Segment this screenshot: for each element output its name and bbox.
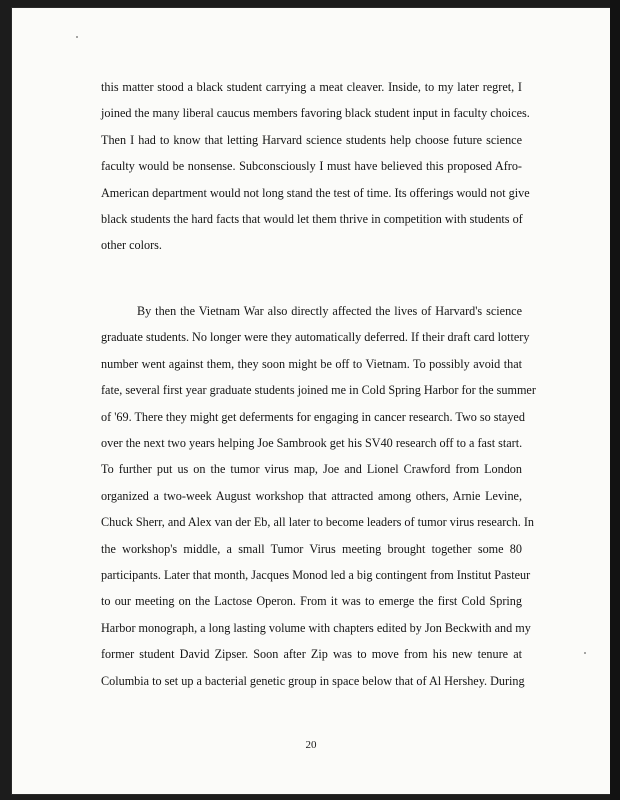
text-line: to our meeting on the Lactose Operon. From it was to emerge the first Cold Spring [101, 594, 522, 609]
text-line: fate, several first year graduate students joined me in Cold Spring Harbor for the summer [101, 383, 536, 398]
text-line: Harbor monograph, a long lasting volume with chapters edited by Jon Beckwith and my [101, 620, 531, 635]
paper-speck [76, 36, 78, 38]
text-line: Chuck Sherr, and Alex van der Eb, all later to become leaders of tumor virus research. In [101, 515, 535, 530]
text-line: American department would not long stand the test of time. Its offerings would not give [101, 185, 530, 200]
text-line: this matter stood a black student carrying a meat cleaver. Inside, to my later regret, I [101, 80, 522, 94]
text-line: number went against them, they soon might be off to Vietnam. To possibly avoid that [101, 356, 522, 371]
text-line: black students the hard facts that would let them thrive in competition with students of [101, 212, 523, 227]
paragraph-2 [101, 298, 536, 694]
text-line: To further put us on the tumor virus map, Joe and Lionel Crawford from London [101, 462, 522, 477]
text-line: graduate students. No longer were they automatically deferred. If their draft card lottery [101, 330, 530, 345]
page-number: 20 [305, 739, 317, 751]
paper-speck [584, 652, 586, 654]
text-line: organized a two-week August workshop that attracted among others, Arnie Levine, [101, 488, 522, 503]
text-line: faculty would be nonsense. Subconsciously I must have believed this proposed Afro- [101, 159, 522, 174]
text-line: By then the Vietnam War also directly affected the lives of Harvard's science [137, 304, 522, 318]
text-line: former student David Zipser. Soon after Zip was to move from his new tenure at [101, 647, 522, 662]
text-line: other colors. [101, 238, 162, 253]
text-line: Then I had to know that letting Harvard science students help choose future science [101, 132, 522, 147]
text-line: Columbia to set up a bacterial genetic group in space below that of Al Hershey. During [101, 673, 525, 688]
text-line: of '69. There they might get deferments for engaging in cancer research. Two so stayed [101, 409, 525, 424]
text-line: participants. Later that month, Jacques Monod led a big contingent from Institut Pasteur [101, 568, 531, 583]
text-line: the workshop's middle, a small Tumor Virus meeting brought together some 80 [101, 541, 522, 556]
paragraph-1 [101, 74, 530, 259]
scan-edge [610, 0, 620, 800]
text-line: over the next two years helping Joe Sambrook get his SV40 research off to a fast start. [101, 436, 523, 451]
text-line: joined the many liberal caucus members favoring black student input in faculty choices. [101, 106, 530, 121]
document-page [12, 8, 610, 794]
